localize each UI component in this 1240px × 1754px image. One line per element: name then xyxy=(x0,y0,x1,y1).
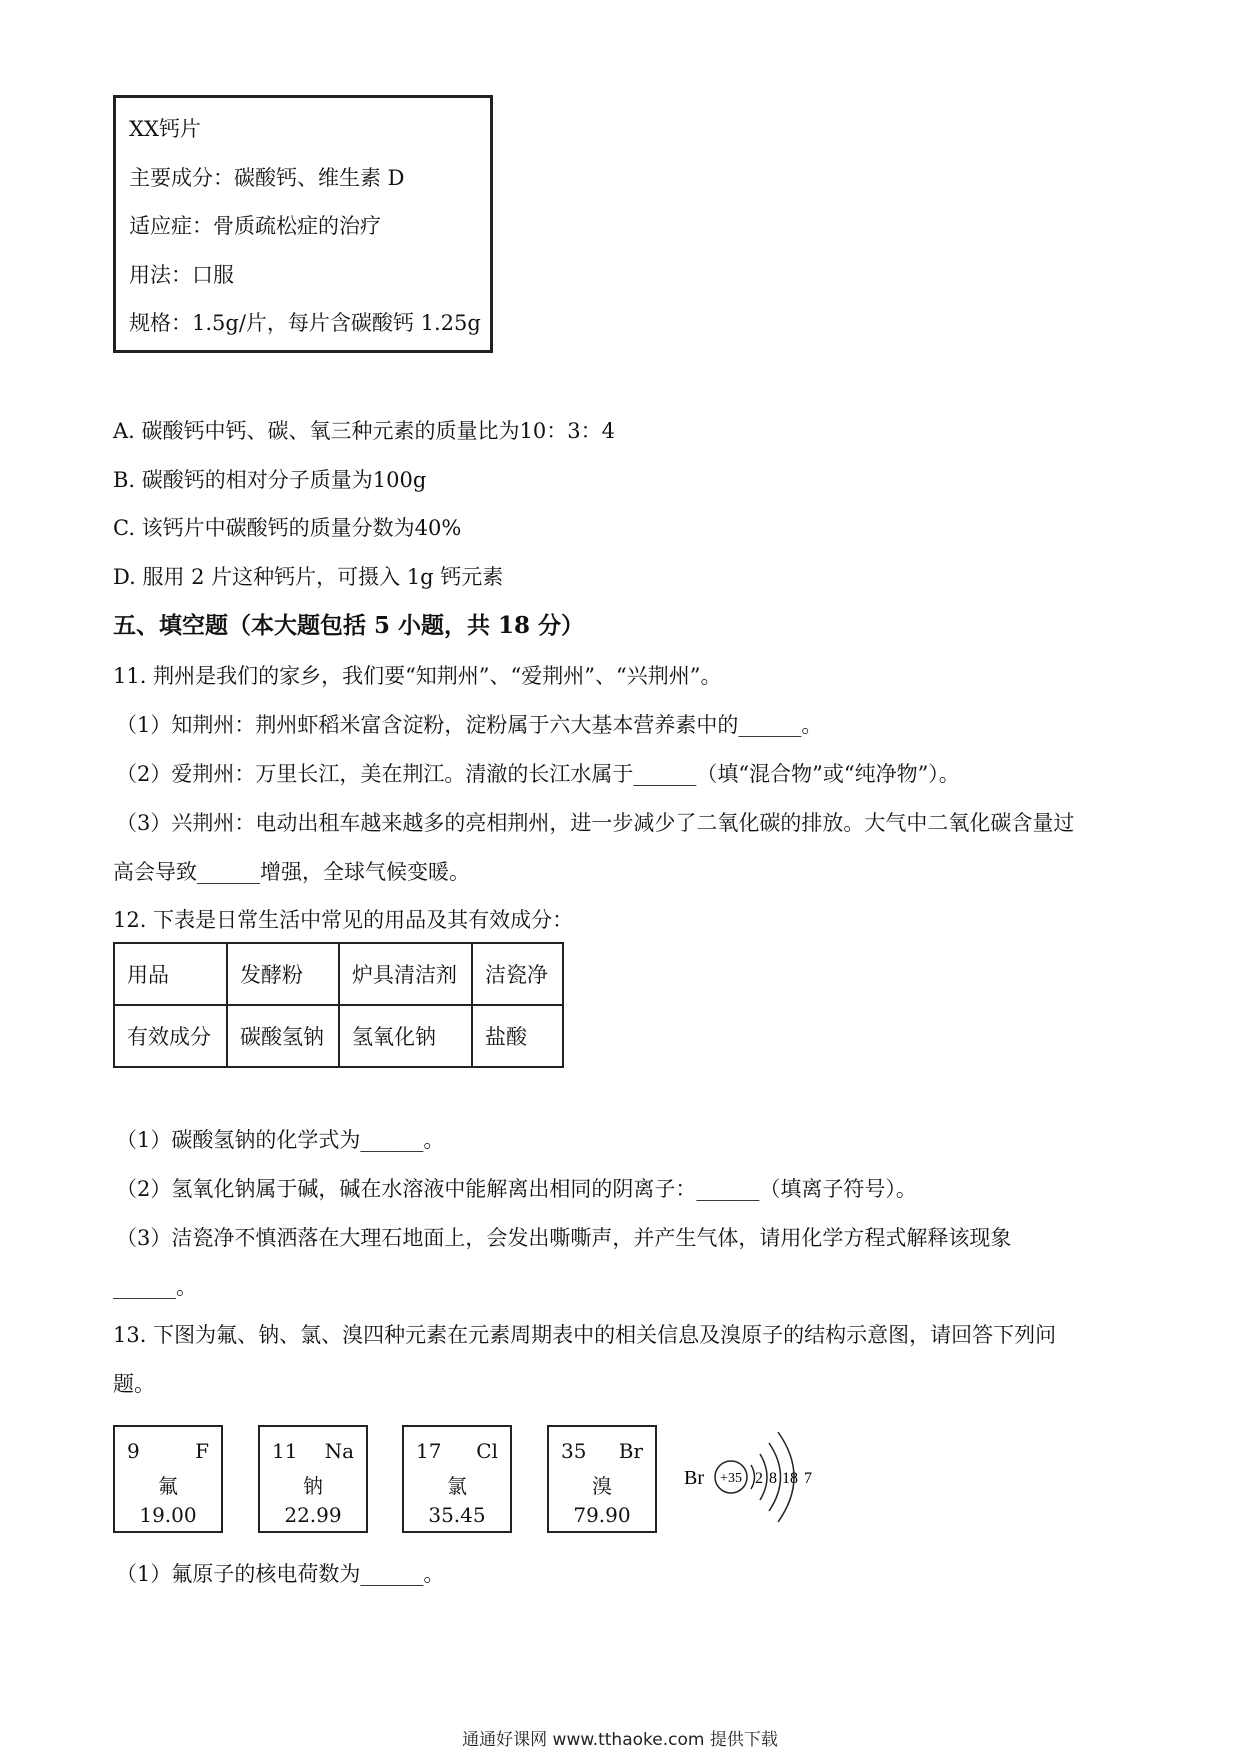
option-b: B. 碳酸钙的相对分子质量为100g xyxy=(113,468,427,492)
element-card-sodium xyxy=(258,1425,368,1533)
table-row xyxy=(114,943,563,1005)
atomic-number: 17 xyxy=(416,1439,442,1463)
element-name: 钠 xyxy=(303,1474,323,1498)
atomic-mass: 35.45 xyxy=(428,1503,486,1527)
section-heading: 五、填空题（本大题包括 5 小题，共 18 分） xyxy=(113,612,585,639)
label-spec: 规格：1.5g/片，每片含碳酸钙 1.25g xyxy=(129,311,481,335)
shell-electron-count: 18 xyxy=(782,1470,798,1487)
element-symbol: Cl xyxy=(476,1439,498,1463)
element-symbol: F xyxy=(195,1439,209,1463)
q11-part3-line1: （3）兴荆州：电动出租车越来越多的亮相荆州，进一步减少了二氧化碳的排放。大气中二氧化碳含量过 xyxy=(116,811,1075,835)
option-c: C. 该钙片中碳酸钙的质量分数为40% xyxy=(113,516,462,540)
element-card-fluorine xyxy=(113,1425,223,1533)
table-cell: 发酵粉 xyxy=(227,943,339,1005)
q11-stem: 11. 荆州是我们的家乡，我们要“知荆州”、“爱荆州”、“兴荆州”。 xyxy=(113,664,722,688)
q11-part2: （2）爱荆州：万里长江，美在荆江。清澈的长江水属于______（填“混合物”或“纯净物”）。 xyxy=(116,762,960,786)
option-a: A. 碳酸钙中钙、碳、氧三种元素的质量比为10：3：4 xyxy=(113,419,615,443)
table-cell: 有效成分 xyxy=(114,1005,227,1067)
element-card-bromine xyxy=(547,1425,657,1533)
shell-electron-count: 7 xyxy=(804,1470,812,1487)
atomic-number: 9 xyxy=(127,1439,140,1463)
q12-part2: （2）氢氧化钠属于碱，碱在水溶液中能解离出相同的阴离子：______（填离子符号）。 xyxy=(116,1177,917,1201)
label-usage: 用法：口服 xyxy=(129,262,234,287)
label-ingredients: 主要成分：碳酸钙、维生素 D xyxy=(129,165,405,190)
q12-part1: （1）碳酸氢钠的化学式为______。 xyxy=(116,1128,445,1152)
option-d: D. 服用 2 片这种钙片，可摄入 1g 钙元素 xyxy=(113,565,504,589)
q13-stem-line1: 13. 下图为氟、钠、氯、溴四种元素在元素周期表中的相关信息及溴原子的结构示意图，请回答下列问 xyxy=(113,1323,1057,1347)
page-footer: 通通好课网 www.tthaoke.com 提供下载 xyxy=(462,1730,778,1750)
electron-shell-arc xyxy=(751,1465,755,1489)
table-cell: 洁瓷净 xyxy=(472,943,563,1005)
table-cell: 碳酸氢钠 xyxy=(227,1005,339,1067)
calcium-tablet-label xyxy=(113,95,493,353)
element-name: 溴 xyxy=(592,1474,612,1498)
atomic-number: 11 xyxy=(272,1439,298,1463)
label-title: XX钙片 xyxy=(129,117,201,141)
q13-stem-line2: 题。 xyxy=(113,1372,155,1396)
shell-electron-count: 2 xyxy=(755,1470,763,1487)
element-name: 氯 xyxy=(447,1474,467,1498)
q11-part3-line2: 高会导致______增强，全球气候变暖。 xyxy=(113,860,470,884)
table-cell: 炉具清洁剂 xyxy=(339,943,472,1005)
element-symbol: Br xyxy=(618,1439,643,1463)
table-cell: 用品 xyxy=(114,943,227,1005)
atom-symbol: Br xyxy=(684,1467,704,1489)
atomic-mass: 19.00 xyxy=(139,1503,197,1527)
bromine-atom-structure-diagram xyxy=(680,1418,820,1536)
table-row xyxy=(114,1005,563,1067)
q12-part3-line2: ______。 xyxy=(113,1275,197,1299)
element-card-chlorine xyxy=(402,1425,512,1533)
q12-stem: 12. 下表是日常生活中常见的用品及其有效成分： xyxy=(113,908,574,932)
element-name: 氟 xyxy=(158,1474,178,1498)
table-cell: 氢氧化钠 xyxy=(339,1005,472,1067)
q12-part3-line1: （3）洁瓷净不慎洒落在大理石地面上，会发出嘶嘶声，并产生气体，请用化学方程式解释该现象 xyxy=(116,1226,1012,1250)
shell-electron-count: 8 xyxy=(769,1470,777,1487)
atomic-mass: 79.90 xyxy=(573,1503,631,1527)
table-cell: 盐酸 xyxy=(472,1005,563,1067)
nucleus-charge: +35 xyxy=(720,1471,742,1486)
q13-part1: （1）氟原子的核电荷数为______。 xyxy=(116,1562,445,1586)
atomic-mass: 22.99 xyxy=(284,1503,342,1527)
q11-part1: （1）知荆州：荆州虾稻米富含淀粉，淀粉属于六大基本营养素中的______。 xyxy=(116,713,823,737)
atomic-number: 35 xyxy=(561,1439,587,1463)
element-symbol: Na xyxy=(324,1439,354,1463)
label-indication: 适应症：骨质疏松症的治疗 xyxy=(129,214,381,238)
product-table xyxy=(113,942,564,1068)
